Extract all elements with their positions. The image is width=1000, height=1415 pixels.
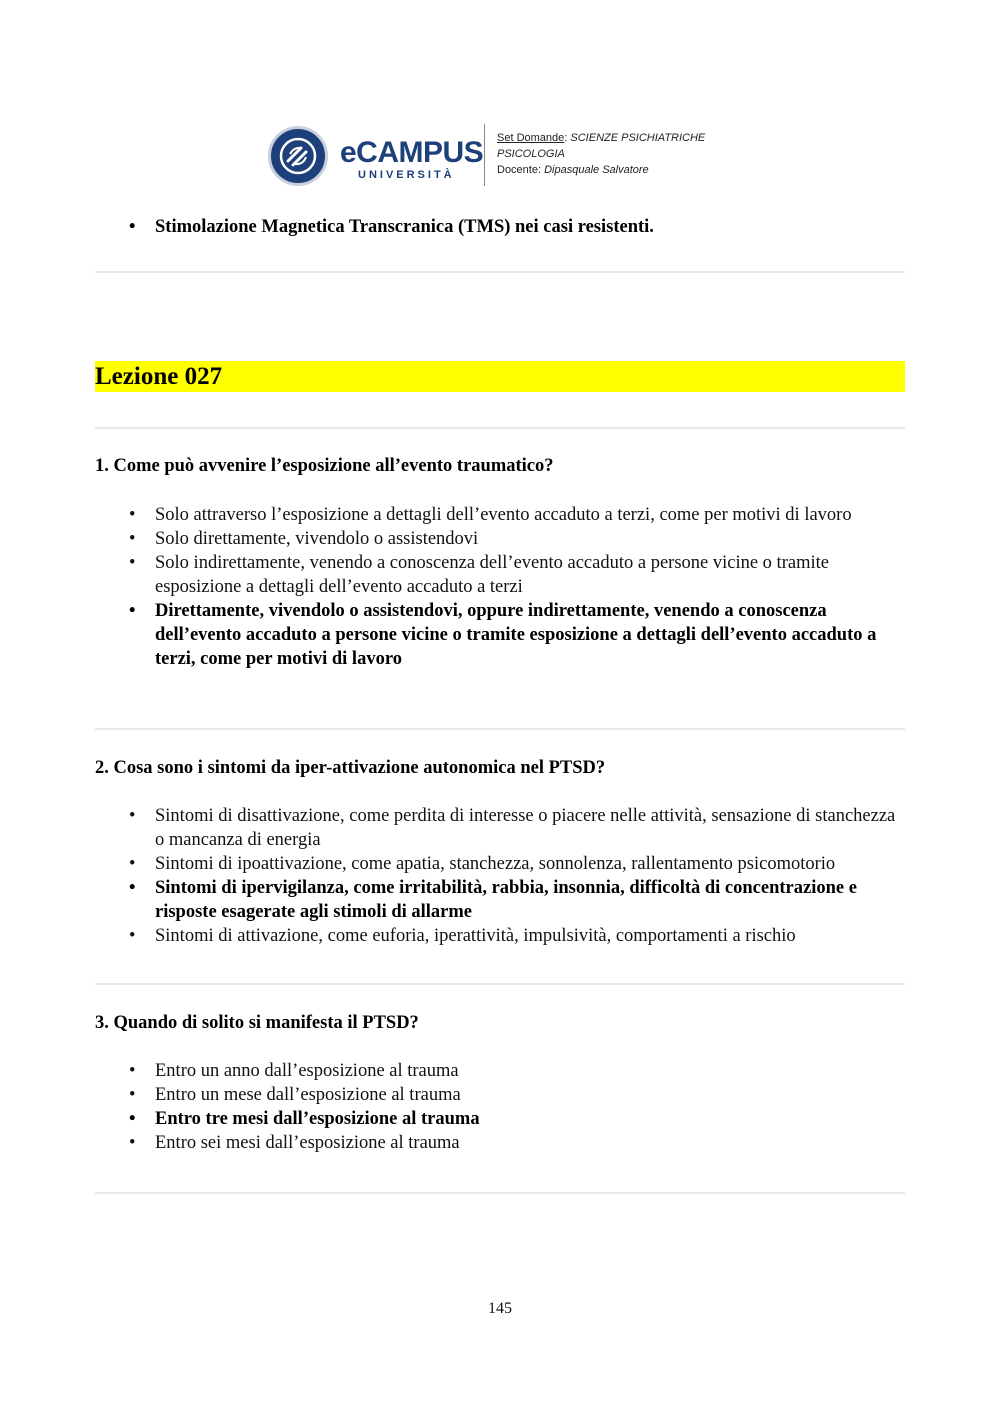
- option: • Sintomi di disattivazione, come perdita di interesse o piacere nelle attività, sensazione di stanchezza o mancanza di energia: [95, 804, 905, 852]
- option-correct: • Sintomi di ipervigilanza, come irritabilità, rabbia, insonnia, difficoltà di concentrazione e risposte esagerate agli stimoli di allarme: [95, 876, 905, 924]
- ecampus-logo-icon: [268, 126, 328, 186]
- option: • Sintomi di attivazione, come euforia, iperattività, impulsività, comportamenti a rischio: [95, 924, 905, 948]
- docente-value: Dipasquale Salvatore: [544, 164, 649, 176]
- option-correct: • Entro tre mesi dall’esposizione al trauma: [95, 1107, 905, 1131]
- divider: [95, 728, 905, 730]
- option: • Entro un mese dall’esposizione al trauma: [95, 1083, 905, 1107]
- page-header: [268, 124, 728, 188]
- option-correct: • Direttamente, vivendolo o assistendovi, oppure indirettamente, venendo a conoscenza dell’evento accaduto a persone vicine o tramite esposizione a dettagli dell’evento accaduto a terzi, come per motivi di lavoro: [95, 599, 905, 671]
- brand-sub: UNIVERSITÀ: [358, 169, 455, 181]
- lesson-title: Lezione 027: [95, 363, 223, 390]
- divider: [95, 983, 905, 985]
- divider: [95, 1192, 905, 1194]
- brand-wordmark: [340, 138, 483, 182]
- divider: [95, 271, 905, 273]
- lesson-bar: [95, 361, 905, 392]
- brand-main: eCAMPUS: [340, 136, 484, 169]
- prev-options-list: [95, 215, 905, 239]
- option: • Sintomi di ipoattivazione, come apatia, stanchezza, sonnolenza, rallentamento psicomotorio: [95, 852, 905, 876]
- course-info: Set Domande: SCIENZE PSICHIATRICHE PSICOLOGIA Docente: Dipasquale Salvatore: [497, 132, 706, 176]
- option: • Solo direttamente, vivendolo o assistendovi: [95, 527, 905, 551]
- option: • Solo attraverso l’esposizione a dettagli dell’evento accaduto a terzi, come per motivi di lavoro: [95, 503, 905, 527]
- option: • Solo indirettamente, venendo a conoscenza dell’evento accaduto a persone vicine o tramite esposizione a dettagli dell’evento accaduto a terzi: [95, 551, 905, 599]
- question-2-options: [95, 804, 905, 948]
- option: • Entro sei mesi dall’esposizione al trauma: [95, 1131, 905, 1155]
- page-number: 145: [488, 1300, 512, 1317]
- question-1-options: [95, 503, 905, 671]
- prev-item: • Stimolazione Magnetica Transcranica (TMS) nei casi resistenti.: [95, 215, 905, 239]
- set-value: SCIENZE PSICHIATRICHE: [570, 132, 706, 144]
- set-label: Set Domande: [497, 132, 565, 144]
- set-value-2: PSICOLOGIA: [497, 148, 565, 160]
- divider: [95, 427, 905, 429]
- question-2: 2. Cosa sono i sintomi da iper-attivazione autonomica nel PTSD?: [95, 758, 606, 778]
- question-3-options: [95, 1059, 905, 1155]
- question-1: 1. Come può avvenire l’esposizione all’evento traumatico?: [95, 456, 554, 476]
- docente-label: Docente: [497, 164, 538, 176]
- option: • Entro un anno dall’esposizione al trauma: [95, 1059, 905, 1083]
- question-3: 3. Quando di solito si manifesta il PTSD?: [95, 1013, 419, 1033]
- header-divider: [484, 124, 485, 186]
